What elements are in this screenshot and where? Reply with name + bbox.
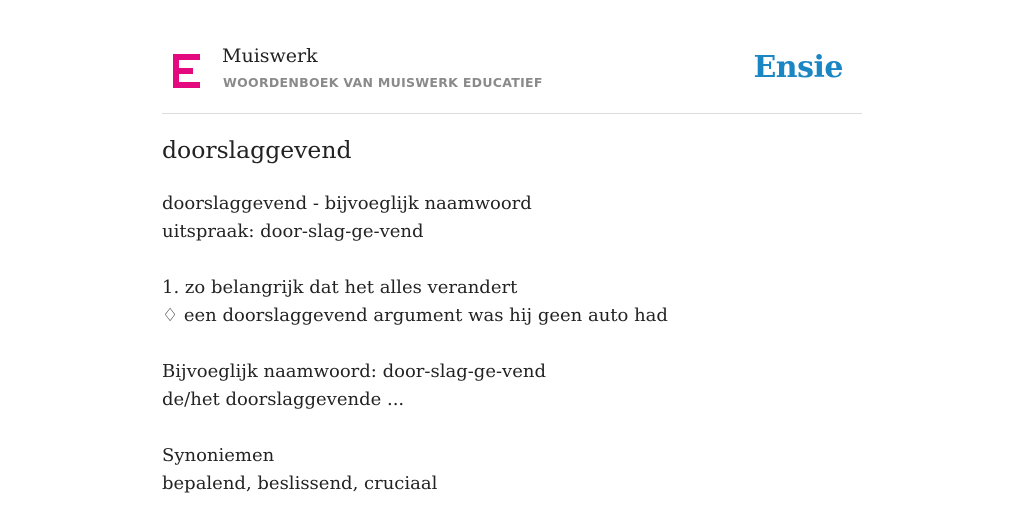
page-container — [162, 0, 862, 494]
entry-line-inflection: de/het doorslaggevende ... — [162, 389, 405, 410]
entry-line-pronunciation: uitspraak: door-slag-ge-vend — [162, 221, 424, 242]
entry-line-headword: doorslaggevend - bijvoeglijk naamwoord — [162, 193, 532, 214]
source-name[interactable]: Muiswerk — [222, 45, 318, 67]
entry-line-blank — [162, 246, 668, 274]
muiswerk-logo-icon[interactable] — [173, 54, 200, 88]
entry-line-synonyms-heading: Synoniemen — [162, 445, 275, 466]
logo-bar-bottom — [173, 82, 200, 88]
logo-bar-middle — [173, 68, 193, 74]
entry-line-blank — [162, 330, 668, 358]
header — [162, 0, 862, 114]
source-subtitle: WOORDENBOEK VAN MUISWERK EDUCATIEF — [223, 75, 543, 90]
entry-body — [162, 190, 668, 498]
entry-line-synonyms: bepalend, beslissend, cruciaal — [162, 473, 438, 494]
entry-line-blank — [162, 414, 668, 442]
ensie-brand-link[interactable]: Ensie — [753, 50, 843, 85]
entry-line-definition: 1. zo belangrijk dat het alles verandert — [162, 277, 518, 298]
entry-line-hyphenation: Bijvoeglijk naamwoord: door-slag-ge-vend — [162, 361, 546, 382]
entry-line-example: ♢ een doorslaggevend argument was hij geen auto had — [162, 305, 668, 326]
entry-title: doorslaggevend — [162, 136, 352, 164]
